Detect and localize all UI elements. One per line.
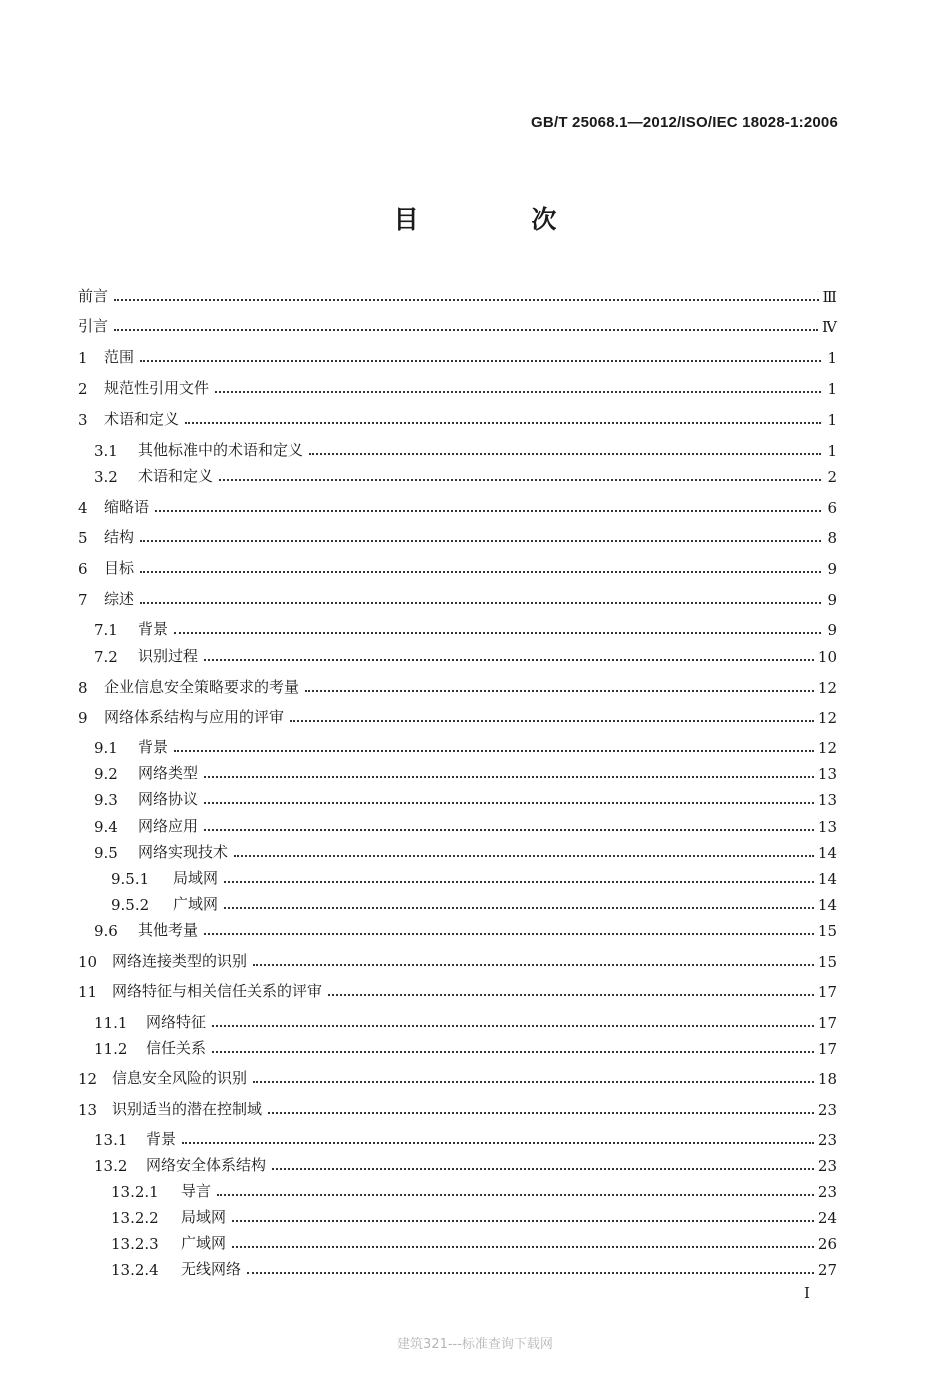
toc-entry-label: 网络特征 [146, 1013, 207, 1031]
toc-entry-number: 9.3 [94, 791, 118, 809]
toc-entry-label: 前言 [78, 287, 109, 305]
standard-code-header: GB/T 25068.1—2012/ISO/IEC 18028-1:2006 [531, 114, 838, 131]
toc-entry[interactable] [78, 585, 837, 609]
toc-entry-number: 3.1 [94, 442, 118, 460]
toc-entry-page: 10 [817, 648, 837, 666]
toc-entry-page: 1 [827, 442, 837, 460]
toc-entry-number: 13.1 [94, 1131, 128, 1149]
toc-leader-dots [219, 479, 821, 481]
toc-entry-label: 范围 [104, 348, 135, 366]
toc-leader-dots [328, 994, 814, 996]
toc-entry-label: 其他标准中的术语和定义 [138, 441, 304, 459]
toc-entry-label: 综述 [104, 590, 135, 608]
toc-entry[interactable] [78, 462, 837, 486]
toc-leader-dots [272, 1168, 814, 1170]
toc-entry-page: 9 [827, 621, 837, 639]
toc-entry-number: 13.2.3 [111, 1235, 159, 1253]
toc-entry[interactable] [78, 554, 837, 578]
toc-leader-dots [253, 1081, 814, 1083]
toc-entry-label: 网络应用 [138, 817, 199, 835]
toc-entry-number: 5 [78, 529, 88, 547]
toc-entry-label: 网络特征与相关信任关系的评审 [112, 982, 323, 1000]
toc-entry-label: 网络协议 [138, 790, 199, 808]
toc-leader-dots [140, 540, 821, 542]
toc-entry-number: 9.4 [94, 818, 118, 836]
toc-entry[interactable] [78, 1177, 837, 1201]
toc-entry-label: 网络安全体系结构 [146, 1156, 267, 1174]
toc-entry[interactable] [78, 642, 837, 666]
toc-leader-dots [155, 510, 821, 512]
toc-entry-label: 网络连接类型的识别 [112, 952, 248, 970]
toc-entry-label: 术语和定义 [138, 467, 214, 485]
toc-entry-page: 13 [817, 791, 837, 809]
toc-entry-page: 23 [817, 1183, 837, 1201]
toc-entry-number: 1 [78, 349, 88, 367]
toc-leader-dots [114, 299, 819, 301]
toc-entry-page: 17 [817, 1040, 837, 1058]
toc-entry[interactable] [78, 523, 837, 547]
toc-entry-number: 10 [78, 953, 98, 971]
toc-entry-page: Ⅲ [822, 288, 837, 306]
toc-entry-number: 4 [78, 499, 88, 517]
toc-entry[interactable] [78, 673, 837, 697]
toc-leader-dots [204, 802, 814, 804]
toc-entry-page: 14 [817, 844, 837, 862]
toc-entry-label: 背景 [138, 738, 169, 756]
toc-entry-page: Ⅳ [822, 318, 837, 336]
toc-entry[interactable] [78, 1151, 837, 1175]
toc-entry-number: 9.1 [94, 739, 118, 757]
toc-entry[interactable] [78, 947, 837, 971]
toc-entry[interactable] [78, 733, 837, 757]
toc-entry-number: 9.5.2 [111, 896, 150, 914]
toc-entry-number: 9.5.1 [111, 870, 150, 888]
toc-entry-label: 导言 [181, 1182, 212, 1200]
toc-entry-page: 23 [817, 1157, 837, 1175]
toc-entry[interactable] [78, 838, 837, 862]
toc-entry-page: 13 [817, 818, 837, 836]
toc-entry-number: 3 [78, 411, 88, 429]
toc-entry-label: 引言 [78, 317, 109, 335]
toc-entry-page: 14 [817, 870, 837, 888]
toc-entry-page: 6 [827, 499, 837, 517]
toc-entry-page: 24 [817, 1209, 837, 1227]
toc-entry-number: 13.2.4 [111, 1261, 159, 1279]
toc-entry-page: 15 [817, 953, 837, 971]
toc-entry-number: 11.1 [94, 1014, 128, 1032]
toc-leader-dots [247, 1272, 814, 1274]
toc-entry-label: 无线网络 [181, 1260, 242, 1278]
toc-leader-dots [268, 1112, 814, 1114]
toc-entry-page: 9 [827, 591, 837, 609]
toc-entry[interactable] [78, 615, 837, 639]
toc-entry-number: 9.6 [94, 922, 118, 940]
toc-entry[interactable] [78, 759, 837, 783]
toc-leader-dots [114, 329, 818, 331]
toc-entry-number: 9 [78, 709, 88, 727]
toc-entry[interactable] [78, 436, 837, 460]
toc-entry-label: 广域网 [181, 1234, 227, 1252]
toc-entry[interactable] [78, 282, 837, 306]
toc-entry-number: 13.2.1 [111, 1183, 159, 1201]
toc-entry[interactable] [78, 916, 837, 940]
toc-entry-number: 9.5 [94, 844, 118, 862]
toc-leader-dots [224, 881, 814, 883]
toc-entry-label: 识别过程 [138, 647, 199, 665]
toc-entry-page: 12 [817, 709, 837, 727]
watermark: 建筑321---标准查询下载网 [397, 1337, 553, 1352]
toc-entry-page: 1 [827, 380, 837, 398]
toc-entry-page: 8 [827, 529, 837, 547]
toc-entry-page: 1 [827, 349, 837, 367]
toc-entry-number: 7.2 [94, 648, 118, 666]
toc-entry-number: 8 [78, 679, 88, 697]
toc-entry-page: 14 [817, 896, 837, 914]
toc-entry-page: 9 [827, 560, 837, 578]
toc-entry-number: 3.2 [94, 468, 118, 486]
toc-entry-page: 18 [817, 1070, 837, 1088]
toc-entry-label: 规范性引用文件 [104, 379, 210, 397]
toc-entry[interactable] [78, 1095, 837, 1119]
page-number: I [804, 1284, 810, 1302]
toc-entry-number: 2 [78, 380, 88, 398]
toc-leader-dots [140, 602, 821, 604]
toc-entry-number: 11.2 [94, 1040, 128, 1058]
toc-entry-number: 13 [78, 1101, 98, 1119]
toc-entry[interactable] [78, 785, 837, 809]
toc-leader-dots [290, 720, 814, 722]
toc-entry-page: 23 [817, 1131, 837, 1149]
toc-leader-dots [224, 907, 814, 909]
toc-entry[interactable] [78, 1064, 837, 1088]
toc-entry-number: 12 [78, 1070, 98, 1088]
toc-entry-label: 背景 [146, 1130, 177, 1148]
toc-entry-label: 其他考量 [138, 921, 199, 939]
toc-leader-dots [174, 632, 821, 634]
toc-entry-page: 12 [817, 679, 837, 697]
toc-entry-label: 信任关系 [146, 1039, 207, 1057]
toc-leader-dots [182, 1142, 814, 1144]
toc-entry-page: 12 [817, 739, 837, 757]
toc-entry-label: 网络类型 [138, 764, 199, 782]
toc-entry[interactable] [78, 864, 837, 888]
toc-entry-label: 术语和定义 [104, 410, 180, 428]
toc-leader-dots [305, 690, 814, 692]
toc-entry[interactable] [78, 1034, 837, 1058]
toc-entry-label: 缩略语 [104, 498, 150, 516]
toc-entry-number: 13.2 [94, 1157, 128, 1175]
toc-entry[interactable] [78, 1125, 837, 1149]
toc-entry-number: 6 [78, 560, 88, 578]
toc-leader-dots [204, 829, 814, 831]
toc-entry-page: 27 [817, 1261, 837, 1279]
toc-entry[interactable] [78, 977, 837, 1001]
toc-entry-page: 17 [817, 1014, 837, 1032]
toc-leader-dots [215, 391, 821, 393]
toc-entry[interactable] [78, 1008, 837, 1032]
toc-entry[interactable] [78, 405, 837, 429]
toc-leader-dots [185, 422, 821, 424]
toc-entry[interactable] [78, 1255, 837, 1279]
toc-leader-dots [232, 1246, 814, 1248]
toc-entry-number: 11 [78, 983, 98, 1001]
toc-entry[interactable] [78, 374, 837, 398]
toc-entry-page: 13 [817, 765, 837, 783]
toc-entry-label: 网络实现技术 [138, 843, 229, 861]
toc-entry[interactable] [78, 1203, 837, 1227]
toc-entry-label: 局域网 [181, 1208, 227, 1226]
toc-entry[interactable] [78, 1229, 837, 1253]
toc-entry-label: 局域网 [173, 869, 219, 887]
toc-entry-page: 15 [817, 922, 837, 940]
toc-entry-number: 7.1 [94, 621, 118, 639]
toc-leader-dots [212, 1051, 814, 1053]
toc-entry[interactable] [78, 890, 837, 914]
toc-leader-dots [253, 964, 814, 966]
toc-leader-dots [204, 933, 814, 935]
toc-entry-label: 企业信息安全策略要求的考量 [104, 678, 300, 696]
toc-entry-page: 2 [827, 468, 837, 486]
toc-entry-label: 网络体系结构与应用的评审 [104, 708, 285, 726]
toc-entry-label: 背景 [138, 620, 169, 638]
toc-entry-page: 23 [817, 1101, 837, 1119]
toc-leader-dots [217, 1194, 814, 1196]
toc-entry-number: 7 [78, 591, 88, 609]
toc-entry-page: 17 [817, 983, 837, 1001]
toc-entry-number: 9.2 [94, 765, 118, 783]
toc-leader-dots [140, 360, 821, 362]
toc-entry[interactable] [78, 312, 837, 336]
page-title: 目 次 [393, 205, 609, 234]
toc-entry-page: 1 [827, 411, 837, 429]
toc-entry[interactable] [78, 812, 837, 836]
toc-leader-dots [212, 1025, 814, 1027]
toc-leader-dots [234, 855, 814, 857]
toc-entry-label: 结构 [104, 528, 135, 546]
toc-entry-page: 26 [817, 1235, 837, 1253]
toc-leader-dots [174, 750, 814, 752]
toc-leader-dots [204, 776, 814, 778]
toc-leader-dots [232, 1220, 814, 1222]
toc-leader-dots [204, 659, 814, 661]
toc-leader-dots [309, 453, 821, 455]
toc-entry-label: 识别适当的潜在控制域 [112, 1100, 263, 1118]
toc-leader-dots [140, 571, 821, 573]
toc-entry[interactable] [78, 343, 837, 367]
toc-entry-number: 13.2.2 [111, 1209, 159, 1227]
toc-entry[interactable] [78, 703, 837, 727]
toc-entry-label: 信息安全风险的识别 [112, 1069, 248, 1087]
toc-entry[interactable] [78, 493, 837, 517]
toc-entry-label: 广域网 [173, 895, 219, 913]
toc-entry-label: 目标 [104, 559, 135, 577]
